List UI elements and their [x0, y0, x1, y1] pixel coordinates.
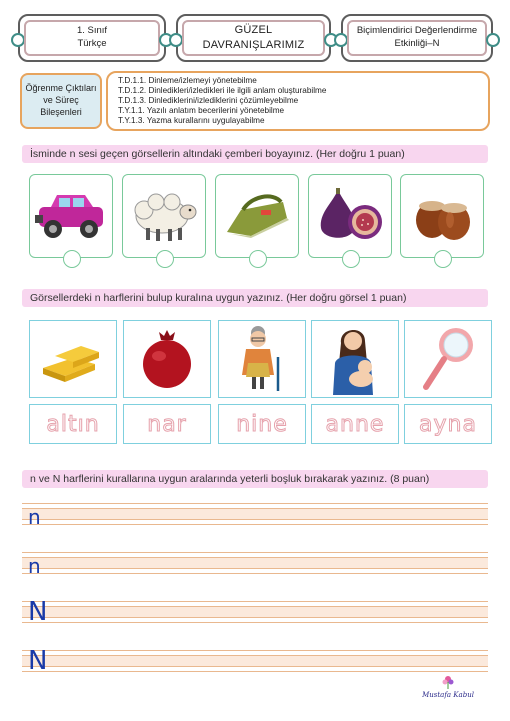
header-title-box: [176, 14, 331, 62]
answer-circle[interactable]: [63, 250, 81, 268]
example-letter: n: [28, 505, 41, 529]
pomegranate-image: [123, 320, 211, 398]
section3-instruction: n ve N harflerini kurallarına uygun aralarında yeterli boşluk bırakarak yazınız. (8 puan): [22, 470, 488, 488]
example-letter: N: [28, 597, 48, 627]
signature-text: Mustafa Kabul: [422, 691, 474, 699]
writing-line[interactable]: [22, 552, 488, 578]
outcomes-label: Öğrenme Çıktıları ve Süreç Bileşenleri: [20, 73, 102, 129]
example-letter: n: [28, 554, 41, 578]
hazelnut-image: [400, 174, 484, 258]
header-class-box: [18, 14, 166, 62]
outcome-item: T.D.1.2. Dinledikleri/izledikleri ile ilgili anlam oluşturabilme: [118, 86, 327, 95]
subject-label: Türkçe: [77, 38, 107, 49]
fig-image: [308, 174, 392, 258]
assessment-label: Biçimlendirici Değerlendirme: [356, 25, 478, 37]
answer-circle[interactable]: [342, 250, 360, 268]
word-ayna: ayna: [404, 404, 492, 444]
outcome-item: T.Y.1.3. Yazma kurallarını uygulayabilme: [118, 116, 265, 125]
word-nar: nar: [123, 404, 211, 444]
outcome-item: T.Y.1.1. Yazılı anlatım becerilerini yönetebilme: [118, 106, 285, 115]
mother-baby-image: [311, 320, 399, 398]
class-label: 1. Sınıf: [76, 25, 108, 37]
example-letter: N: [28, 646, 48, 676]
outcomes-list: [106, 71, 490, 131]
section1-instruction: İsminde n sesi geçen görsellerin altındaki çemberi boyayınız. (Her doğru 1 puan): [22, 145, 488, 163]
sheep-image: [122, 174, 206, 258]
gold-bars-image: [29, 320, 117, 398]
activity-label: Etkinliği–N: [394, 38, 440, 49]
header-assessment-box: [341, 14, 493, 62]
word-nine: nine: [218, 404, 306, 444]
author-signature: [418, 673, 478, 699]
grandmother-image: [218, 320, 306, 398]
outcome-item: T.D.1.1. Dinleme/izlemeyi yönetebilme: [118, 76, 257, 85]
iron-image: [215, 174, 299, 258]
writing-line[interactable]: [22, 597, 488, 627]
car-image: [29, 174, 113, 258]
word-anne: anne: [311, 404, 399, 444]
outcome-item: T.D.1.3. Dinlediklerini/izlediklerini çözümleyebilme: [118, 96, 299, 105]
page-title: GÜZEL DAVRANIŞLARIMIZ: [202, 24, 305, 51]
flower-logo-icon: [438, 673, 458, 689]
section2-instruction: Görsellerdeki n harflerini bulup kuralına uygun yazınız. (Her doğru görsel 1 puan): [22, 289, 488, 307]
answer-circle[interactable]: [434, 250, 452, 268]
mirror-image: [404, 320, 492, 398]
writing-line[interactable]: [22, 503, 488, 529]
writing-line[interactable]: [22, 646, 488, 676]
answer-circle[interactable]: [249, 250, 267, 268]
word-altin: altın: [29, 404, 117, 444]
answer-circle[interactable]: [156, 250, 174, 268]
